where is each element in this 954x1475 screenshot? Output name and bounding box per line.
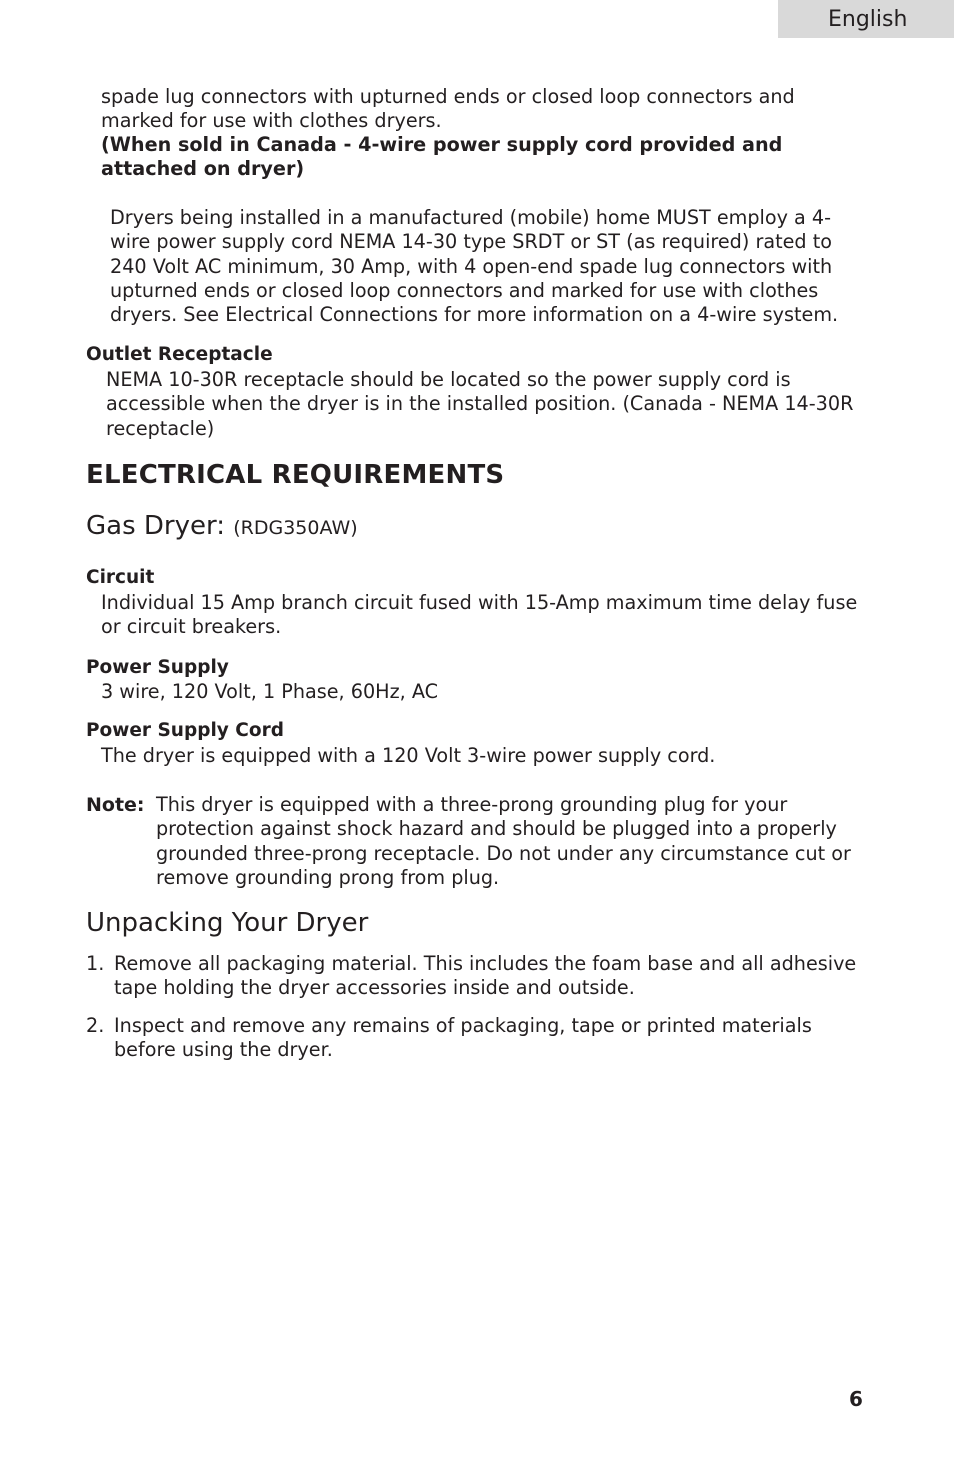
power-supply-text: 3 wire, 120 Volt, 1 Phase, 60Hz, AC	[101, 680, 439, 703]
intro-continued-text: spade lug connectors with upturned ends or closed loop connectors and marked for use with clothes dryers.	[101, 85, 795, 133]
gas-dryer-model: (RDG350AW)	[233, 517, 358, 539]
mobile-home-text: Dryers being installed in a manufactured (mobile) home MUST employ a 4-wire power supply cord NEMA 14-30 type SRDT or ST (as required) rated to 240 Volt AC minimum, 30 Amp, with 4 open-end spade lug connectors with upturned ends or closed loop connectors and marked for use with clothes dryers. See Electrical Connections for more information on a 4-wire system.	[110, 206, 839, 327]
unpacking-item-text: Inspect and remove any remains of packaging, tape or printed materials before using the dryer.	[114, 1014, 812, 1062]
canada-cord-note: (When sold in Canada - 4-wire power supply cord provided and attached on dryer)	[101, 133, 783, 181]
unpacking-item-number: 2.	[86, 1014, 105, 1037]
electrical-requirements-title: ELECTRICAL REQUIREMENTS	[86, 460, 505, 490]
outlet-receptacle-heading: Outlet Receptacle	[86, 344, 273, 365]
outlet-receptacle-text: NEMA 10-30R receptacle should be located so the power supply cord is accessible when the dryer is in the installed position. (Canada - NEMA 14-30R receptacle)	[106, 368, 854, 440]
gas-dryer-label: Gas Dryer:	[86, 511, 225, 541]
gas-dryer-heading	[86, 509, 358, 545]
unpacking-title: Unpacking Your Dryer	[86, 908, 369, 938]
circuit-text: Individual 15 Amp branch circuit fused with 15-Amp maximum time delay fuse or circuit breakers.	[101, 591, 858, 639]
power-supply-cord-heading: Power Supply Cord	[86, 720, 284, 741]
page-number: 6	[849, 1387, 863, 1411]
note-text: This dryer is equipped with a three-prong grounding plug for your protection against shock hazard and should be plugged into a properly grounded three-prong receptacle. Do not under any circumstance cut or remove grounding prong from plug.	[156, 793, 851, 889]
unpacking-item-number: 1.	[86, 952, 105, 975]
circuit-heading: Circuit	[86, 567, 155, 588]
power-supply-heading: Power Supply	[86, 657, 229, 678]
unpacking-item-text: Remove all packaging material. This includes the foam base and all adhesive tape holding the dryer accessories inside and outside.	[114, 952, 857, 1000]
power-supply-cord-text: The dryer is equipped with a 120 Volt 3-wire power supply cord.	[101, 744, 716, 767]
language-tab: English	[778, 0, 954, 38]
note-label: Note:	[86, 794, 145, 816]
